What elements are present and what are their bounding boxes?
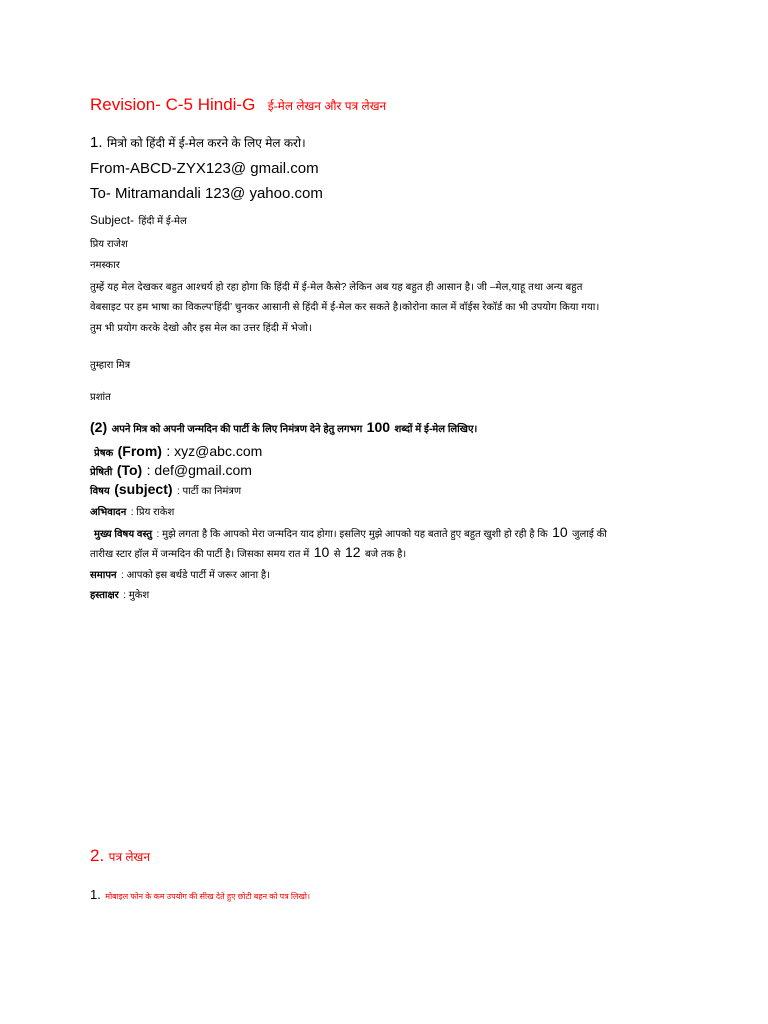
q2-number: (2) — [90, 419, 108, 435]
title-subtitle: ई-मेल लेखन और पत्र लेखन — [267, 99, 387, 113]
q2-subject-label-en: (subject) — [114, 481, 173, 497]
document-title — [90, 95, 386, 115]
q1-body-line-3: तुम भी प्रयोग करके देखो और इस मेल का उत्तर हिंदी में भेजो। — [90, 323, 312, 334]
q2-main-to-number: 12 — [344, 544, 361, 560]
q2-main-line-1 — [94, 524, 607, 542]
q2-greeting-value: : प्रिय राकेश — [130, 507, 175, 518]
q2-question-text-b: शब्दों में ई-मेल लिखिए। — [394, 424, 478, 435]
section2-item-1 — [90, 886, 310, 904]
q2-main-line-2 — [90, 544, 406, 562]
q2-question-number: 100 — [366, 419, 391, 435]
q2-greeting-label: अभिवादन — [90, 507, 127, 518]
q1-greeting: नमस्कार — [90, 260, 120, 271]
q2-from — [94, 443, 262, 461]
q2-subject — [90, 481, 241, 499]
q2-to-value: : def@gmail.com — [146, 462, 252, 478]
q1-subject — [90, 211, 187, 229]
q1-subject-label: Subject- — [90, 213, 135, 227]
q2-subject-label-hi: विषय — [90, 486, 110, 497]
q2-to-label-en: (To) — [116, 462, 143, 478]
section2-heading-text: पत्र लेखन — [108, 850, 151, 864]
q1-signature: प्रशांत — [90, 392, 111, 403]
q1-question — [90, 134, 306, 152]
section2-item-number: 1. — [90, 887, 101, 902]
q2-closing-label: समापन — [90, 570, 117, 581]
q2-main-text-b: जुलाई की — [572, 529, 607, 540]
q2-signature-label: हस्ताक्षर — [90, 590, 119, 601]
q2-to — [90, 462, 252, 480]
section2-heading — [90, 846, 150, 866]
q2-question — [90, 419, 477, 437]
q2-closing-value: : आपको इस बर्थडे पार्टी में जरूर आना है। — [121, 570, 270, 581]
q2-question-text-a: अपने मित्र को अपनी जन्मदिन की पार्टी के लिए निमंत्रण देने हेतु लगभग — [111, 424, 363, 435]
q2-main-from-number: 10 — [313, 544, 330, 560]
q1-body-line-1: तुम्हें यह मेल देखकर बहुत आश्चर्य हो रहा होगा कि हिंदी में ई-मेल कैसे? लेकिन अब यह बहुत ही आसान है। जी –मेल,याहू तथा अन्य बहुत — [90, 282, 583, 293]
q2-signature-value: : मुकेश — [123, 590, 150, 601]
q1-body-line-2: वेबसाइट पर हम भाषा का विकल्प‘हिंदी’ चुनकर आसानी से हिंदी में ई-मेल कर सकते है।कोरोना काल में वॉईस रेकॉर्ड का भी उपयोग किया गया। — [90, 302, 600, 313]
q1-closing: तुम्हारा मित्र — [90, 360, 131, 371]
q1-number: 1. — [90, 134, 103, 151]
q2-main-line2-a: तारीख स्टार हॉल में जन्मदिन की पार्टी है। जिसका समय रात में — [90, 549, 310, 560]
q1-salutation: प्रिय राजेश — [90, 239, 128, 250]
q2-from-value: : xyz@abc.com — [166, 443, 263, 459]
q2-main-label: मुख्य विषय वस्तु — [94, 529, 153, 540]
q2-from-label-hi: प्रेषक — [94, 448, 114, 459]
q1-subject-value: हिंदी में ई-मेल — [138, 216, 187, 227]
q2-greeting — [90, 502, 174, 520]
q2-signature — [90, 585, 149, 603]
title-main: Revision- C-5 Hindi-G — [90, 95, 256, 114]
q1-question-text: मित्रो को हिंदी में ई-मेल करने के लिए मेल करो। — [106, 136, 306, 150]
q2-closing — [90, 565, 270, 583]
q2-main-text-a: : मुझे लगता है कि आपको मेरा जन्मदिन याद होगा। इसलिए मुझे आपको यह बताते हुए बहुत खुशी हो रही है कि — [156, 529, 548, 540]
q1-to: To- Mitramandali 123@ yahoo.com — [90, 185, 323, 202]
section2-heading-number: 2. — [90, 846, 105, 865]
q2-to-label-hi: प्रेषिती — [90, 467, 113, 478]
q2-main-line2-c: बजे तक है। — [364, 549, 407, 560]
q2-from-label-en: (From) — [117, 443, 162, 459]
q2-main-date-number: 10 — [552, 524, 568, 540]
q2-subject-value: : पार्टी का निमंत्रण — [176, 486, 242, 497]
q1-from: From-ABCD-ZYX123@ gmail.com — [90, 160, 319, 177]
section2-item-text: मोबाइल फोन के कम उपयोग की सीख देते हुए छोटी बहन को पत्र लिखो। — [105, 892, 311, 901]
q2-main-line2-b: से — [333, 549, 341, 560]
